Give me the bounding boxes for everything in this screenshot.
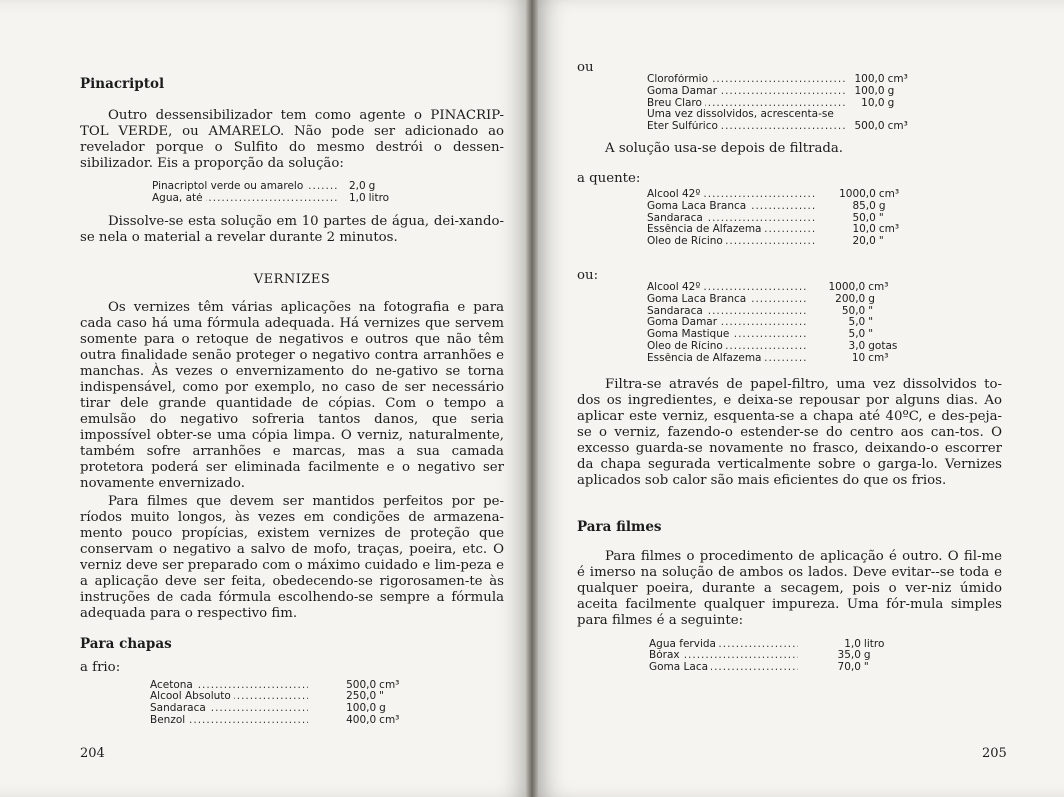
- ingredient-label: Pinacriptol verde ou amarelo: [152, 181, 306, 192]
- ingredient-amount: 10,0: [852, 223, 876, 236]
- ingredient-label: Bórax: [649, 650, 683, 661]
- label-ou-2: ou:: [577, 267, 599, 283]
- paragraph-pinacriptol: Outro dessensibilizador tem como agente o PINACRIP-TOL VERDE, ou AMARELO. Não pode ser adicionado ao revelador porque o Sulfito do mesmo destrói o dessen-sibilizador. Eis a proporção da solução:: [80, 108, 504, 171]
- ingredient-label: Sandaraca: [647, 213, 706, 224]
- recipe-row: [649, 662, 911, 674]
- ingredient-name: [647, 121, 847, 133]
- ingredient-amount: 5,0: [848, 316, 866, 329]
- paragraph-filtrada: A solução usa-se depois de filtrada.: [605, 140, 844, 156]
- recipe-row: [647, 201, 909, 213]
- recipe-cloroformio: [647, 74, 909, 133]
- ingredient-amount: 100,0: [854, 73, 885, 85]
- ingredient-label: Água fervida: [649, 639, 719, 650]
- ingredient-amount: 500,0: [346, 678, 377, 691]
- ingredient-unit: g: [887, 96, 895, 109]
- recipe-row: [150, 715, 420, 727]
- ingredient-amount: 3,0: [848, 339, 866, 352]
- recipe-row: [647, 236, 909, 248]
- ingredient-amount: 100,0: [346, 702, 377, 715]
- ingredient-label: Goma Laca: [649, 662, 711, 673]
- heading-para-filmes: Para filmes: [577, 518, 662, 535]
- ingredient-name: [647, 98, 847, 110]
- ingredient-label: Goma Mastique: [647, 329, 732, 340]
- ingredient-label: Éter Sulfúrico: [647, 121, 721, 132]
- recipe-row: [647, 86, 909, 98]
- ingredient-amount: 10: [851, 351, 866, 364]
- ingredient-amount: 50,0: [852, 211, 876, 224]
- ingredient-label: Álcool 42º: [647, 189, 703, 200]
- book-gutter: [526, 0, 538, 797]
- ingredient-amount: 500,0: [854, 120, 885, 133]
- ingredient-amount: 100,0: [854, 84, 885, 97]
- ingredient-amount: 2,0: [348, 180, 366, 192]
- ingredient-unit: g: [868, 292, 875, 305]
- ingredient-unit: cm³: [379, 678, 400, 691]
- recipe-row: [647, 98, 909, 110]
- label-a-quente: a quente:: [577, 170, 641, 186]
- ingredient-amount: 1,0: [348, 191, 366, 204]
- ingredient-amount: 5,0: [848, 328, 866, 341]
- ingredient-amount: 250,0: [346, 690, 377, 703]
- recipe-row: [649, 639, 911, 651]
- ingredient-name: [647, 236, 815, 248]
- ingredient-amount: 85,0: [852, 199, 876, 212]
- ingredient-label: Breu Claro: [647, 98, 705, 109]
- ingredient-unit: ": [379, 690, 385, 703]
- ingredient-name: [647, 224, 815, 236]
- recipe-filmes: [649, 639, 911, 674]
- recipe-row: [152, 193, 394, 205]
- ingredient-unit: ": [868, 316, 874, 329]
- ingredient-unit: cm³: [379, 713, 400, 726]
- ingredient-unit: ": [868, 328, 874, 341]
- ingredient-unit: g: [878, 199, 886, 212]
- recipe-row: [647, 353, 909, 365]
- paragraph-filmes-protecao: Para filmes que devem ser mantidos perfeitos por pe-ríodos muito longos, às vezes em condições de armazena-mento pouco propícias, existem vernizes de proteção que conservam o negativo a salvo de mofo, traças, poeira, etc. O verniz deve ser preparado com o máximo cuidado e lim-peza e a aplicação deve ser feita, obedecendo-se rigorosamen-te às instruções de cada fórmula escolhendo-se sempre a fórmula adequada para o respectivo fim.: [80, 493, 504, 621]
- ingredient-label: Goma Laca Branca: [647, 201, 749, 212]
- ingredient-name: [647, 306, 807, 318]
- ingredient-label: Água, até: [152, 193, 206, 204]
- paragraph-para-filmes: Para filmes o procedimento de aplicação é outro. O fil-me é imerso na solução de ambos os lados. Deve evitar--se toda e qualquer poeira, durante a secagem, pois o ver-niz úmido aceita facilmente qualquer impureza. Uma fór-mula simples para filmes é a seguinte:: [577, 548, 1002, 628]
- ingredient-unit: cm³: [868, 351, 889, 364]
- ingredient-amount: 35,0: [837, 649, 861, 662]
- recipe-row: [647, 341, 909, 353]
- ingredient-unit: cm³: [887, 73, 908, 85]
- paragraph-filtra: Filtra-se através de papel-filtro, uma vez dissolvidos to-dos os ingredientes, e deixa-se repousar por alguns dias. Ao aplicar este verniz, esquenta-se a chapa até 40ºC, e des-peja-se o verniz, fazendo-o estender-se do centro aos can-tos. O excesso guarda-se novamente no frasco, deixando-o escorrer da chapa segurada verticalmente sobre o garga-lo. Vernizes aplicados sob calor são mais eficientes do que os frios.: [577, 376, 1002, 488]
- ingredient-label: Óleo de Rícino: [647, 341, 726, 352]
- page-number-left: 204: [80, 746, 105, 761]
- ingredient-name: [647, 294, 807, 306]
- recipe-row: [647, 282, 909, 294]
- ingredient-unit: g: [379, 702, 386, 715]
- ingredient-label: Benzol: [150, 715, 188, 726]
- ingredient-unit: g: [887, 84, 895, 97]
- ingredient-unit: g: [368, 180, 376, 192]
- ingredient-label: Goma Damar: [647, 86, 720, 97]
- ingredient-label: Óleo de Rícino: [647, 236, 726, 247]
- ingredient-name: [647, 317, 807, 329]
- ingredient-name: [150, 715, 308, 727]
- ingredient-unit: cm³: [878, 187, 900, 200]
- right-page: [532, 0, 1064, 797]
- ingredient-unit: ": [863, 661, 869, 674]
- ingredient-name: [647, 109, 847, 121]
- left-column: [80, 76, 504, 727]
- ingredient-unit: litro: [368, 191, 390, 204]
- ingredient-label: Sandaraca: [150, 703, 209, 714]
- recipe-pinacriptol: [152, 181, 394, 205]
- ingredient-label: Sandaraca: [647, 306, 706, 317]
- ingredient-unit: gotas: [868, 339, 898, 352]
- ingredient-name: [647, 329, 807, 341]
- heading-vernizes: VERNIZES: [253, 271, 331, 287]
- ingredient-name: [647, 74, 847, 86]
- paragraph-dissolve: Dissolve-se esta solução em 10 partes de água, dei-xando-se nela o material a revelar durante 2 minutos.: [80, 213, 504, 245]
- recipe-a-frio: [150, 680, 420, 727]
- ingredient-unit: ": [878, 235, 884, 248]
- ingredient-label: Goma Laca Branca: [647, 294, 749, 305]
- ingredient-amount: 50,0: [841, 304, 866, 317]
- page-number-right: 205: [982, 746, 1007, 761]
- ingredient-label: Goma Damar: [647, 317, 720, 328]
- right-column: [577, 60, 1002, 674]
- ingredient-name: [647, 213, 815, 225]
- ingredient-name: [649, 650, 798, 662]
- heading-para-chapas: Para chapas: [80, 635, 172, 652]
- recipe-a-quente-2: [647, 282, 909, 365]
- ingredient-unit: litro: [863, 637, 885, 650]
- ingredient-amount: 400,0: [346, 713, 377, 726]
- ingredient-name: [647, 201, 815, 213]
- ingredient-name: [152, 193, 338, 205]
- ingredient-amount: 1,0: [844, 637, 861, 650]
- ingredient-name: [150, 703, 308, 715]
- ingredient-label: Essência de Alfazema: [647, 353, 764, 364]
- ingredient-name: [152, 181, 338, 193]
- ingredient-label: Álcool Absoluto: [150, 691, 234, 702]
- ingredient-name: [647, 189, 815, 201]
- ingredient-label: Álcool 42º: [647, 282, 703, 293]
- recipe-row: [647, 294, 909, 306]
- paragraph-vernizes-intro: Os vernizes têm várias aplicações na fotografia e para cada caso há uma fórmula adequada. Há vernizes que servem somente para o retoque de negativos e outros que não têm outra finalidade senão proteger o negativo contra arranhões e manchas. Às vezes o envernizamento do ne-gativo se torna indispensável, como por exemplo, no caso de ser necessário tirar dele grande quantidade de cópias. Com o tempo a emulsão do negativo sofreria tantos danos, que seria impossível obter-se uma cópia limpa. O verniz, naturalmente, também sofre arranhões e marcas, mas a sua camada protetora poderá ser eliminada facilmente e o negativo ser novamente envernizado.: [80, 299, 504, 491]
- heading-pinacriptol: Pinacriptol: [80, 76, 165, 92]
- ingredient-unit: ": [878, 211, 884, 224]
- ingredient-label: Acetona: [150, 680, 196, 691]
- ingredient-name: [647, 353, 807, 365]
- ingredient-unit: ": [868, 304, 874, 317]
- ingredient-unit: g: [863, 649, 871, 662]
- ingredient-unit: cm³: [868, 280, 889, 293]
- ingredient-name: [647, 282, 807, 294]
- ingredient-label: Essência de Alfazema: [647, 224, 764, 235]
- ingredient-amount: 70,0: [837, 661, 861, 674]
- ingredient-name: [150, 691, 308, 703]
- ingredient-amount: 1000,0: [828, 280, 866, 293]
- ingredient-label: Clorofórmio: [647, 74, 711, 85]
- label-ou: ou: [577, 60, 594, 75]
- ingredient-name: [647, 341, 807, 353]
- ingredient-amount: 10,0: [861, 96, 885, 109]
- recipe-row: [647, 121, 909, 133]
- ingredient-name: [647, 86, 847, 98]
- recipe-row: [647, 189, 909, 201]
- recipe-row: [649, 650, 911, 662]
- ingredient-unit: cm³: [887, 120, 908, 133]
- ingredient-unit: cm³: [878, 223, 900, 236]
- recipe-a-quente-1: [647, 189, 909, 248]
- ingredient-name: [150, 680, 308, 692]
- ingredient-name: [649, 662, 798, 674]
- ingredient-amount: 1000,0: [839, 187, 876, 200]
- ingredient-label: Uma vez dissolvidos, acrescenta-se: [647, 109, 837, 120]
- ingredient-amount: 200,0: [835, 292, 866, 305]
- label-a-frio: a frio:: [80, 659, 121, 675]
- ingredient-name: [649, 639, 798, 651]
- ingredient-amount: 20,0: [852, 235, 876, 248]
